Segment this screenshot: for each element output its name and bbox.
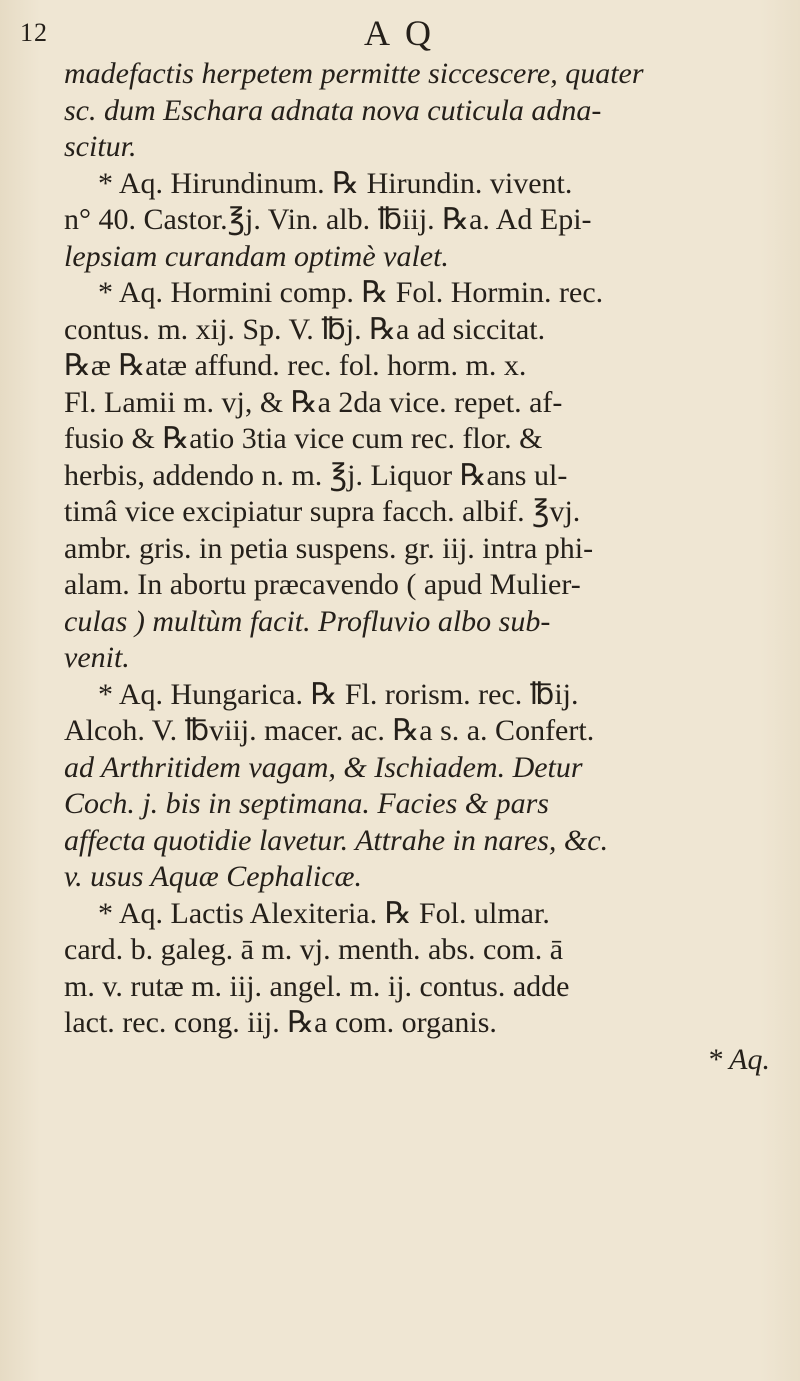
text-line: venit. [64,641,130,674]
text-line: alam. In abortu præcavendo ( apud Mulier- [64,568,581,601]
text-line: Coch. j. bis in septimana. Facies & pars [64,787,549,820]
entry-heading-lactis: * Aq. Lactis Alexiteria. ℞ Fol. ulmar. [98,896,550,930]
text-line: affecta quotidie lavetur. Attrahe in nares, &c. [64,823,609,857]
text-line: ad Arthritidem vagam, & Ischiadem. Detur [64,750,583,784]
entry-heading-hungarica: * Aq. Hungarica. ℞ Fl. rorism. rec. ℔ij. [98,677,579,711]
text-line: ambr. gris. in petia suspens. gr. iij. intra phi- [64,531,594,565]
text-line: contus. m. xij. Sp. V. ℔j. ℞a ad siccitat. [64,312,546,346]
text-line: fusio & ℞atio 3tia vice cum rec. flor. & [64,422,543,455]
text-line: card. b. galeg. ā m. vj. menth. abs. com. ā [64,933,564,966]
text-line: n° 40. Castor.℥j. Vin. alb. ℔iij. ℞a. Ad Epi- [64,203,592,236]
text-line: timâ vice excipiatur supra facch. albif. ℥vj. [64,495,581,528]
text-line: ℞æ ℞atæ affund. rec. fol. horm. m. x. [64,349,527,382]
text-line: v. usus Aquæ Cephalicæ. [64,860,363,893]
text-line: madefactis herpetem permitte siccescere, quater [64,57,644,90]
body-text [64,56,774,1078]
entry-heading-hirundinum: * Aq. Hirundinum. ℞ Hirundin. vivent. [98,166,573,200]
page-header [0,4,800,52]
text-line: lact. rec. cong. iij. ℞a com. organis. [64,1006,497,1039]
text-line: Fl. Lamii m. vj, & ℞a 2da vice. repet. af- [64,385,563,419]
text-line: Alcoh. V. ℔viij. macer. ac. ℞a s. a. Confert. [64,714,595,747]
text-line: m. v. rutæ m. iij. angel. m. ij. contus. adde [64,969,570,1003]
catchword: * Aq. [707,1042,770,1076]
entry-heading-hormini: * Aq. Hormini comp. ℞ Fol. Hormin. rec. [98,276,604,309]
text-line: herbis, addendo n. m. ℥j. Liquor ℞ans ul- [64,458,568,492]
text-line: culas ) multùm facit. Profluvio albo sub- [64,604,551,638]
page-number: 12 [20,18,48,47]
text-line: scitur. [64,130,137,163]
text-line: lepsiam curandam optimè valet. [64,239,449,273]
running-head: A Q [364,13,436,53]
text-line: sc. dum Eschara adnata nova cuticula adna- [64,93,602,127]
